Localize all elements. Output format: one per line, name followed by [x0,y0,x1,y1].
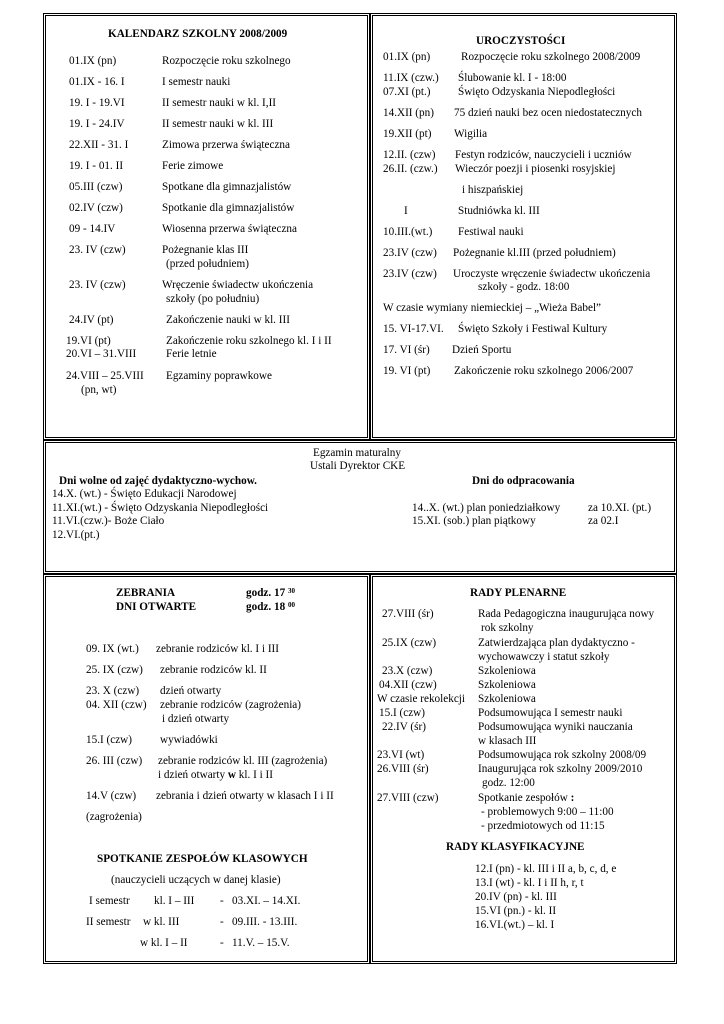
kal-desc: Rozpoczęcie roku szkolnego [162,55,291,67]
kal-desc: I semestr nauki [162,76,231,88]
ur-desc: 75 dzień nauki bez ocen niedostatecznych [454,107,642,119]
rady-date: 23.X (czw) [382,665,433,677]
rady-desc: Podsumowująca rok szkolny 2008/09 [478,749,647,761]
rady-desc: Szkoleniowa [478,665,536,677]
kal-desc: Wręczenie świadectw ukończenia [162,279,314,291]
ur-desc: Wigilia [454,128,488,140]
ur-date: 23.IV (czw) [383,268,437,280]
zeb-date: 23. X (czw) [86,685,140,697]
zeb-desc: zebranie rodziców (zagrożenia) [160,699,301,711]
wolne-item: 11.XI.(wt.) - Święto Odzyskania Niepodległości [52,502,269,514]
ur-date: 23.IV (czw) [383,247,437,259]
kal-date: 22.XII - 31. I [69,139,129,151]
ur-desc: Pożegnanie kl.III (przed południem) [453,247,616,259]
kal-date: 24.VIII – 25.VIII [66,370,144,382]
rady-desc: Inaugurująca rok szkolny 2009/2010 [478,763,643,775]
rady-desc: godz. 12:00 [482,777,535,789]
kal-desc: Wiosenna przerwa świąteczna [162,223,297,235]
zeb-desc: zebranie rodziców kl. II [160,664,267,676]
rady-desc: w klasach III [478,735,537,747]
klasyf-title: RADY KLASYFIKACYJNE [446,841,585,853]
rady-date: 22.IV (śr) [382,721,426,733]
godz2: godz. 18 [246,601,286,613]
ur-desc: Dzień Sportu [452,344,512,356]
kal-date: 05.III (czw) [69,181,123,193]
kal-date: 23. IV (czw) [69,244,126,256]
sp-dash: - [220,895,224,907]
sp-dates: 11.V. – 15.V. [232,937,290,949]
zeb-date: 09. IX (wt.) [86,643,139,655]
rady-desc: Szkoleniowa [478,693,536,705]
kalendarz-title: KALENDARZ SZKOLNY 2008/2009 [108,28,288,40]
klasyf-item: 13.I (wt) - kl. I i II h, r, t [475,877,584,889]
rady-desc: - problemowych 9:00 – 11:00 [481,806,614,818]
rady-desc-part: Spotkanie zespołów [478,792,568,804]
zeb-desc: dzień otwarty [160,685,222,697]
kal-date: 24.IV (pt) [69,314,114,326]
zeb-date: 26. III (czw) [86,755,143,767]
rady-date: 15.I (czw) [379,707,425,719]
zeb-date: 14.V (czw) [86,790,137,802]
kal-date: 09 - 14.IV [69,223,116,235]
klasyf-item: 15.VI (pn.) - kl. II [475,905,557,917]
zebrania-godz [246,601,295,614]
kal-desc: Ferie zimowe [162,160,224,172]
rady-title: RADY PLENARNE [470,587,567,599]
ur-date: 01.IX (pn) [383,51,431,63]
godz1: godz. 17 [246,587,286,599]
ur-date: I [404,205,408,217]
rady-desc: Zatwierdzająca plan dydaktyczno - [478,637,635,649]
ur-desc: Wieczór poezji i piosenki rosyjskiej [455,163,616,175]
kal-date: 19. I - 24.IV [69,118,125,130]
kal-desc: Pożegnanie klas III [162,244,249,256]
kal-date: 01.IX (pn) [69,55,117,67]
wolne-item: 14.X. (wt.) - Święto Edukacji Narodowej [52,488,237,500]
dni-otwarte-title: DNI OTWARTE [116,601,197,613]
rady-desc: Szkoleniowa [478,679,536,691]
ur-date: 14.XII (pn) [383,107,434,119]
ur-date: 10.III.(wt.) [383,226,433,238]
rady-desc [478,792,574,805]
kal-date: (pn, wt) [81,384,117,396]
sp-dash: - [220,937,224,949]
rady-desc-colon: : [567,792,575,804]
zebrania-godz [246,587,295,600]
kal-desc: (przed południem) [166,258,249,270]
ur-desc: Święto Odzyskania Niepodległości [458,86,616,98]
zeb-date: 25. IX (czw) [86,664,143,676]
ur-desc: Święto Szkoły i Festiwal Kultury [458,323,608,335]
sp-kl: w kl. I – II [140,937,188,949]
zeb-desc: zebranie rodziców kl. III (zagrożenia) [158,755,328,767]
zeb-desc: i dzień otwarty [162,713,230,725]
rady-date: 25.IX (czw) [382,637,437,649]
godz1-sup: 30 [287,587,295,595]
sp-dates: 09.III. - 13.III. [232,916,298,928]
ur-desc: szkoły - godz. 18:00 [478,281,570,293]
rady-date: W czasie rekolekcji [377,693,466,705]
ur-desc: Rozpoczęcie roku szkolnego 2008/2009 [461,51,641,63]
ur-date: 12.II. (czw) [383,149,436,161]
rady-desc: Podsumowująca wyniki nauczania [478,721,633,733]
rady-desc: Rada Pedagogiczna inaugurująca nowy [478,608,655,620]
kal-desc: Zimowa przerwa świąteczna [162,139,290,151]
spotkanie-title: SPOTKANIE ZESPOŁÓW KLASOWYCH [97,853,308,865]
ur-date: 11.IX (czw.) [383,72,439,84]
rady-date: 27.VIII (czw) [377,792,439,804]
ur-desc: i hiszpańskiej [462,184,524,196]
kal-desc: Spotkane dla gimnazjalistów [162,181,292,193]
zeb-date: (zagrożenia) [86,811,142,823]
ur-desc: Studniówka kl. III [458,205,540,217]
zeb-desc-bold: w [227,769,236,781]
ur-date: 19.XII (pt) [383,128,432,140]
kal-date: 01.IX - 16. I [69,76,125,88]
kal-date: 19. I - 01. II [69,160,124,172]
kal-desc: II semestr nauki w kl. I,II [162,97,277,109]
kal-desc: Zakończenie nauki w kl. III [166,314,290,326]
wolne-title: Dni wolne od zajęć dydaktyczno-wychow. [59,475,257,487]
klasyf-item: 12.I (pn) - kl. III i II a, b, c, d, e [475,863,617,875]
sp-sem: I semestr [89,895,130,907]
zeb-desc: wywiadówki [160,734,218,746]
kal-date: 23. IV (czw) [69,279,126,291]
rady-desc: Podsumowująca I semestr nauki [478,707,623,719]
kal-desc: Egzaminy poprawkowe [166,370,272,382]
zeb-date: 04. XII (czw) [86,699,147,711]
kal-desc: II semestr nauki w kl. III [162,118,274,130]
odpracowania-for: za 02.I [588,515,619,527]
ur-date: 15. VI-17.VI. [383,323,444,335]
kal-date: 19.VI (pt) [66,335,111,347]
odpracowania-title: Dni do odpracowania [472,475,575,487]
ur-desc: Festyn rodziców, nauczycieli i uczniów [455,149,632,161]
sp-dash: - [220,916,224,928]
rady-date: 04.XII (czw) [379,679,437,691]
egzamin-line2: Ustali Dyrektor CKE [310,460,406,472]
sp-sem: II semestr [86,916,131,928]
kal-desc: Zakończenie roku szkolnego kl. I i II [166,335,332,347]
zeb-desc-part: kl. I i II [236,769,273,781]
zeb-desc-part: i dzień otwarty [158,769,228,781]
ur-date: 26.II. (czw.) [383,163,438,175]
ur-desc: W czasie wymiany niemieckiej – „Wieża Babel” [383,302,602,314]
sp-kl: kl. I – III [154,895,195,907]
kal-desc: Ferie letnie [166,348,217,360]
kal-desc: Spotkanie dla gimnazjalistów [162,202,295,214]
kal-date: 02.IV (czw) [69,202,123,214]
wolne-item: 12.VI.(pt.) [52,529,100,541]
egzamin-line1: Egzamin maturalny [313,447,401,459]
klasyf-item: 16.VI.(wt.) – kl. I [475,919,555,931]
rady-desc: rok szkolny [481,622,534,634]
spotkanie-subtitle: (nauczycieli uczących w danej klasie) [111,874,281,886]
kal-date: 20.VI – 31.VIII [66,348,137,360]
odpracowania-day: 14..X. (wt.) plan poniedziałkowy [412,502,561,514]
kal-desc: szkoły (po południu) [166,293,260,305]
uroczystosci-title: UROCZYSTOŚCI [476,35,566,47]
rady-date: 27.VIII (śr) [382,608,434,620]
klasyf-item: 20.IV (pn) - kl. III [475,891,557,903]
zebrania-title: ZEBRANIA [116,587,176,599]
rady-date: 26.VIII (śr) [377,763,429,775]
rady-desc: - przedmiotowych od 11:15 [481,820,605,832]
zeb-desc: zebrania i dzień otwarty w klasach I i II [156,790,334,802]
wolne-item: 11.VI.(czw.)- Boże Ciało [52,515,165,527]
ur-date: 07.XI (pt.) [383,86,431,98]
ur-desc: Ślubowanie kl. I - 18:00 [458,72,567,84]
sp-dates: 03.XI. – 14.XI. [232,895,301,907]
rady-date: 23.VI (wt) [377,749,425,761]
zeb-desc: zebranie rodziców kl. I i III [156,643,280,655]
sp-kl: w kl. III [143,916,180,928]
ur-desc: Festiwal nauki [458,226,524,238]
ur-date: 19. VI (pt) [383,365,431,377]
zeb-desc [158,769,273,782]
odpracowania-for: za 10.XI. (pt.) [588,502,652,514]
rady-desc: wychowawczy i statut szkoły [478,651,610,663]
zeb-date: 15.I (czw) [86,734,132,746]
ur-desc: Uroczyste wręczenie świadectw ukończenia [453,268,651,280]
godz2-sup: 00 [287,601,295,609]
ur-desc: Zakończenie roku szkolnego 2006/2007 [454,365,634,377]
kal-date: 19. I - 19.VI [69,97,125,109]
odpracowania-day: 15.XI. (sob.) plan piątkowy [412,515,536,527]
ur-date: 17. VI (śr) [383,344,430,356]
